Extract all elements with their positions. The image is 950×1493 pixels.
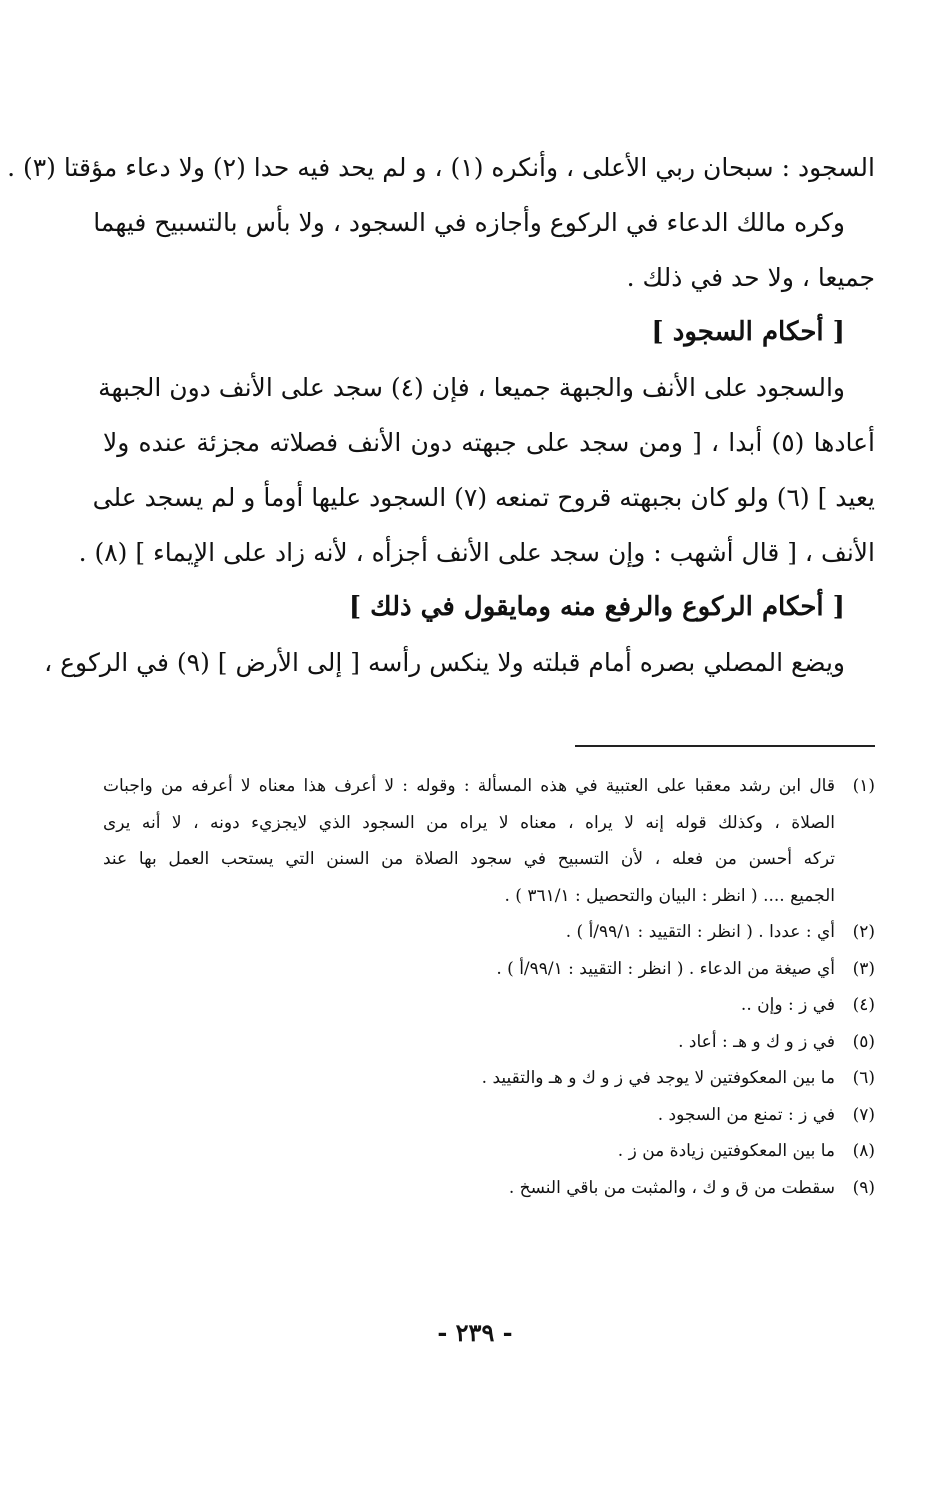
footnote-text: ما بين المعكوفتين لا يوجد في ز و ك و هـ والتقييد . — [481, 1068, 835, 1088]
footnotes — [103, 768, 875, 1206]
section-heading: [ أحكام الركوع والرفع منه ومايقول في ذلك ] — [348, 592, 845, 622]
footnote-number: (٢) — [852, 922, 875, 942]
footnote-text: الصلاة ، وكذلك قوله إنه لا يراه ، معناه لا يراه من السجود الذي لايجزيء دونه ، لا أنه يرى — [103, 812, 835, 833]
footnote-number: (٩) — [852, 1177, 875, 1198]
footnote-number: (٣) — [852, 958, 875, 979]
footnote-divider — [575, 745, 875, 747]
footnote-item — [103, 1170, 875, 1207]
footnote-item — [103, 951, 875, 988]
footnote-text: في ز : وإن .. — [740, 995, 835, 1015]
footnote-item — [103, 1024, 875, 1061]
footnote-item — [103, 768, 875, 805]
footnote-text: تركه أحسن من فعله ، لأن التسبيح في سجود الصلاة من السنن التي يستحب العمل بها عند — [103, 849, 835, 869]
page-number: - ٢٣٩ - — [437, 1318, 513, 1347]
main-text — [7, 140, 875, 690]
text-line: أعادها (٥) أبدا ، [ ومن سجد على جبهته دون الأنف فصلاته مجزئة عنده ولا — [103, 428, 875, 457]
footnote-text: في ز و ك و هـ : أعاد . — [678, 1031, 835, 1052]
text-line: السجود : سبحان ربي الأعلى ، وأنكره (١) ، و لم يحد فيه حدا (٢) ولا دعاء مؤقتا (٣) . — [7, 153, 875, 182]
footnote-item — [103, 1133, 875, 1170]
footnote-text: في ز : تمنع من السجود . — [657, 1104, 835, 1125]
text-line: ويضع المصلي بصره أمام قبلته ولا ينكس رأسه [ إلى الأرض ] (٩) في الركوع ، — [44, 648, 845, 677]
text-line: وكره مالك الدعاء في الركوع وأجازه في السجود ، ولا بأس بالتسبيح فيهما — [93, 208, 845, 237]
footnote-text: أي صيغة من الدعاء . ( انظر : التقييد : ٩٩/١/أ ) . — [496, 958, 835, 979]
footnote-text: سقطت من ق و ك ، والمثبت من باقي النسخ . — [508, 1177, 835, 1198]
footnote-item — [103, 987, 875, 1024]
text-line: الأنف ، [ قال أشهب : وإن سجد على الأنف أجزأه ، لأنه زاد على الإيماء ] (٨) . — [78, 538, 875, 567]
footnote-text: أي : عددا . ( انظر : التقييد : ٩٩/١/أ ) . — [565, 922, 835, 942]
footnote-text: قال ابن رشد معقبا على العتبية في هذه المسألة : وقوله : لا أعرف هذا معناه لا أعرفه من واجبات — [103, 776, 835, 796]
text-line: والسجود على الأنف والجبهة جميعا ، فإن (٤) سجد على الأنف دون الجبهة — [98, 373, 845, 402]
footnote-number: (٤) — [852, 995, 875, 1015]
page-body — [7, 140, 875, 1198]
footnote-item — [103, 914, 875, 951]
footnote-number: (٥) — [852, 1031, 875, 1052]
footnote-text: ما بين المعكوفتين زيادة من ز . — [617, 1141, 835, 1161]
footnote-number: (٦) — [852, 1068, 875, 1088]
text-line: جميعا ، ولا حد في ذلك . — [626, 263, 875, 292]
footnote-number: (٨) — [852, 1141, 875, 1161]
footnote-item — [103, 1060, 875, 1097]
footnote-number: (٧) — [852, 1104, 875, 1125]
text-line: يعيد ] (٦) ولو كان بجبهته قروح تمنعه (٧) السجود عليها أومأ و لم يسجد على — [92, 483, 875, 512]
footnote-text: الجميع .... ( انظر : البيان والتحصيل : ٣٦١/١ ) . — [504, 885, 835, 906]
footnote-number: (١) — [852, 776, 875, 796]
section-heading: [ أحكام السجود ] — [651, 317, 845, 347]
footnote-item — [103, 1097, 875, 1134]
